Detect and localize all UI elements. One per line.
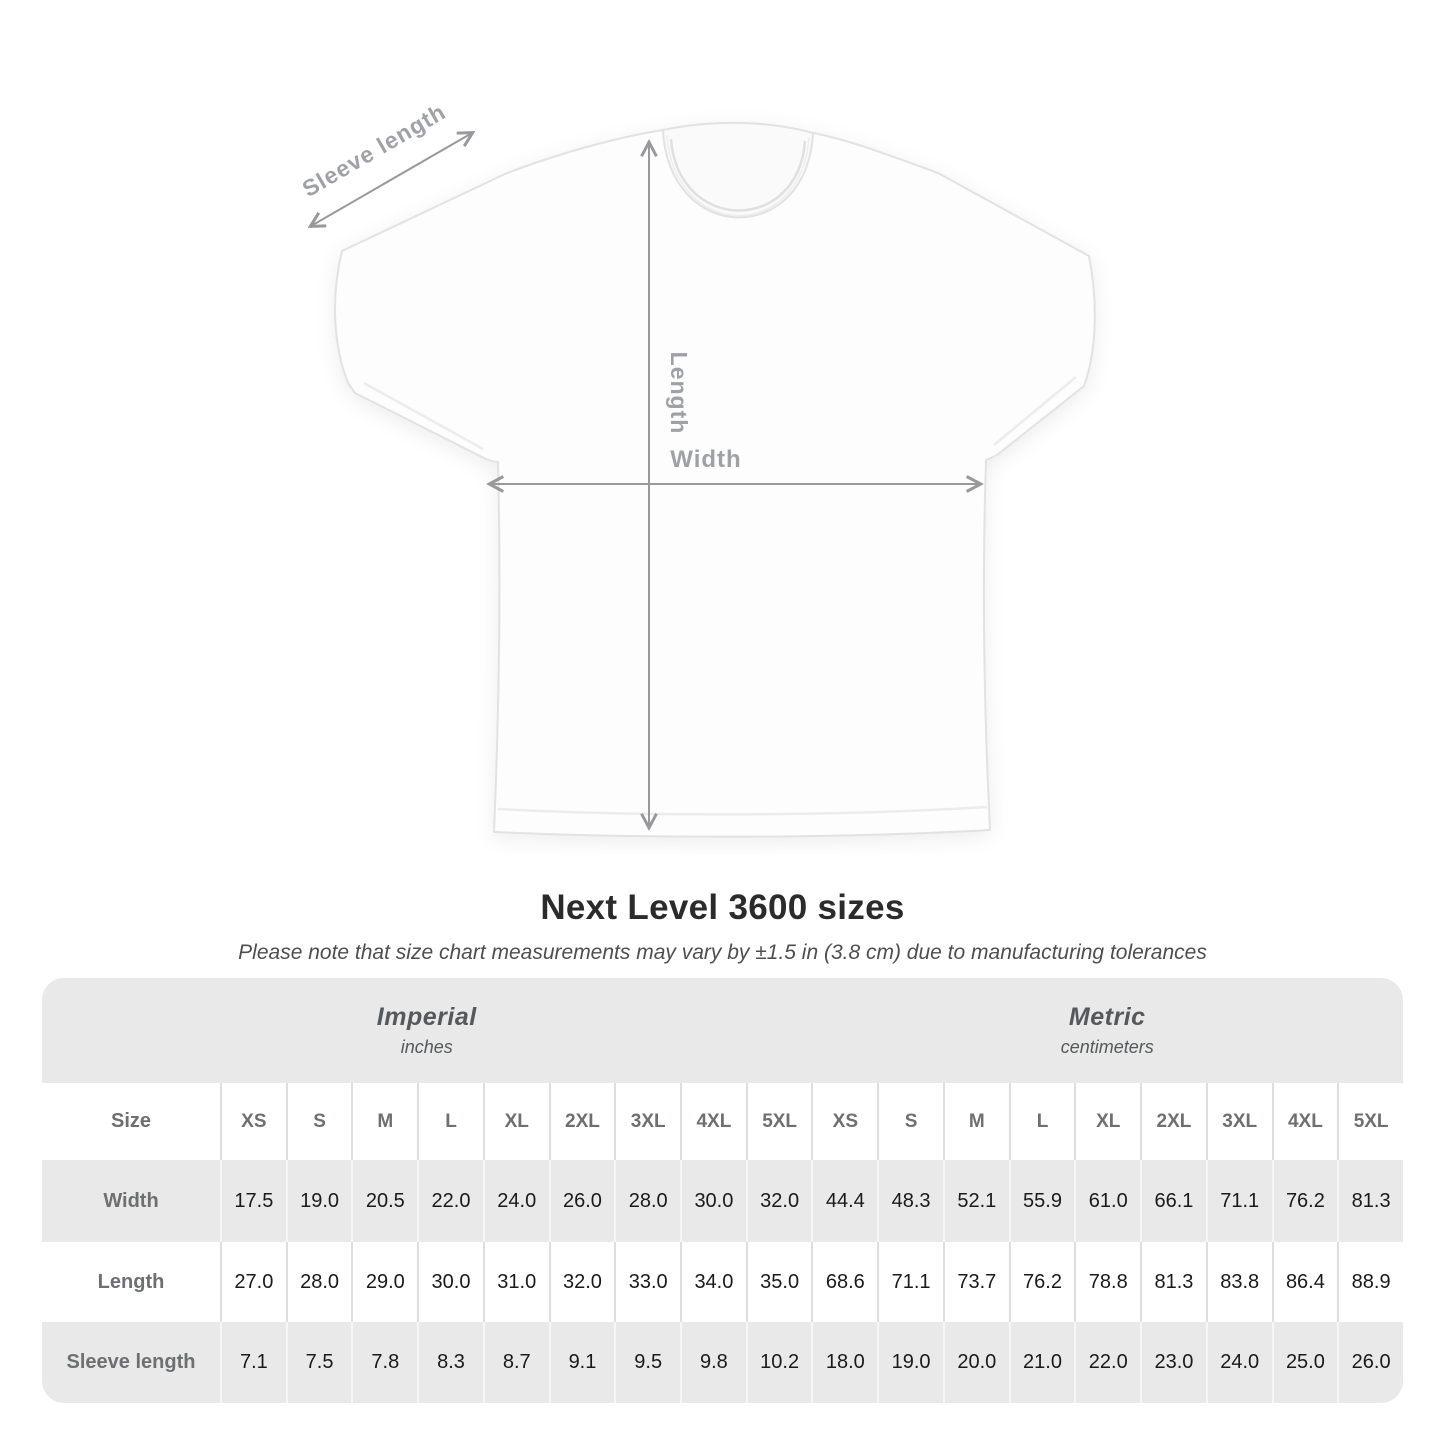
size-col-header: L — [1009, 1083, 1075, 1160]
table-cell: 9.8 — [680, 1322, 746, 1403]
table-cell: 22.0 — [417, 1160, 483, 1242]
table-cell: 32.0 — [746, 1160, 812, 1242]
unit-group-label: Metric — [1068, 1003, 1146, 1031]
table-cell: 34.0 — [680, 1242, 746, 1322]
table-cell: 28.0 — [614, 1160, 680, 1242]
table-cell: 33.0 — [614, 1242, 680, 1322]
unit-group-metric — [811, 978, 1403, 1083]
page-title: Next Level 3600 sizes — [540, 888, 905, 927]
table-cell: 44.4 — [811, 1160, 877, 1242]
table-cell: 26.0 — [1337, 1322, 1403, 1403]
table-cell: 18.0 — [811, 1322, 877, 1403]
table-cell: 9.5 — [614, 1322, 680, 1403]
size-col-header: 3XL — [614, 1083, 680, 1160]
table-cell: 78.8 — [1074, 1242, 1140, 1322]
table-cell: 22.0 — [1074, 1322, 1140, 1403]
table-cell: 23.0 — [1140, 1322, 1206, 1403]
size-table — [42, 978, 1403, 1403]
table-cell: 30.0 — [680, 1160, 746, 1242]
table-cell: 76.2 — [1272, 1160, 1338, 1242]
page-subtitle: Please note that size chart measurements may vary by ±1.5 in (3.8 cm) due to manufacturing tolerances — [238, 941, 1207, 964]
size-col-header: 2XL — [1140, 1083, 1206, 1160]
table-cell: 71.1 — [877, 1242, 943, 1322]
table-cell: 32.0 — [549, 1242, 615, 1322]
table-cell: 71.1 — [1206, 1160, 1272, 1242]
table-cell: 68.6 — [811, 1242, 877, 1322]
table-cell: 86.4 — [1272, 1242, 1338, 1322]
table-cell: 35.0 — [746, 1242, 812, 1322]
size-col-header: S — [286, 1083, 352, 1160]
row-label: Length — [97, 1270, 165, 1293]
table-cell: 81.3 — [1337, 1160, 1403, 1242]
table-cell: 28.0 — [286, 1242, 352, 1322]
table-cell: 26.0 — [549, 1160, 615, 1242]
size-col-header: M — [943, 1083, 1009, 1160]
table-cell: 10.2 — [746, 1322, 812, 1403]
table-cell: 7.1 — [220, 1322, 286, 1403]
table-cell: 88.9 — [1337, 1242, 1403, 1322]
table-cell: 31.0 — [483, 1242, 549, 1322]
table-cell: 19.0 — [877, 1322, 943, 1403]
size-col-header: M — [351, 1083, 417, 1160]
table-cell: 30.0 — [417, 1242, 483, 1322]
size-col-header: S — [877, 1083, 943, 1160]
table-cell: 8.3 — [417, 1322, 483, 1403]
table-cell: 83.8 — [1206, 1242, 1272, 1322]
table-cell: 17.5 — [220, 1160, 286, 1242]
size-col-header: 5XL — [746, 1083, 812, 1160]
table-cell: 29.0 — [351, 1242, 417, 1322]
table-cell: 24.0 — [1206, 1322, 1272, 1403]
table-cell: 61.0 — [1074, 1160, 1140, 1242]
table-cell: 24.0 — [483, 1160, 549, 1242]
size-col-header: 5XL — [1337, 1083, 1403, 1160]
sleeve-length-label: Sleeve length — [297, 98, 451, 202]
unit-group-sublabel: inches — [400, 1037, 453, 1057]
table-cell: 81.3 — [1140, 1242, 1206, 1322]
size-col-header: 2XL — [549, 1083, 615, 1160]
table-cell: 55.9 — [1009, 1160, 1075, 1242]
table-cell: 66.1 — [1140, 1160, 1206, 1242]
table-cell: 20.5 — [351, 1160, 417, 1242]
table-cell: 8.7 — [483, 1322, 549, 1403]
size-col-header: XL — [1074, 1083, 1140, 1160]
size-col-header: 4XL — [680, 1083, 746, 1160]
size-col-header: XL — [483, 1083, 549, 1160]
row-label: Width — [42, 1160, 220, 1242]
row-label: Sleeve length — [42, 1322, 220, 1403]
table-cell: 19.0 — [286, 1160, 352, 1242]
width-label: Width — [670, 446, 742, 473]
size-col-header: 4XL — [1272, 1083, 1338, 1160]
size-col-header: XS — [811, 1083, 877, 1160]
unit-group-imperial — [42, 978, 811, 1083]
table-cell: 48.3 — [877, 1160, 943, 1242]
table-cell: 73.7 — [943, 1242, 1009, 1322]
unit-group-sublabel: centimeters — [1060, 1037, 1154, 1057]
table-cell: 21.0 — [1009, 1322, 1075, 1403]
table-cell: 9.1 — [549, 1322, 615, 1403]
table-cell: 76.2 — [1009, 1242, 1075, 1322]
size-col-header: 3XL — [1206, 1083, 1272, 1160]
table-cell: 7.5 — [286, 1322, 352, 1403]
table-cell: 27.0 — [220, 1242, 286, 1322]
size-col-header: XS — [220, 1083, 286, 1160]
unit-group-label: Imperial — [376, 1003, 477, 1031]
tshirt-diagram — [290, 95, 1110, 855]
tshirt-graphic — [335, 123, 1095, 837]
table-cell: 7.8 — [351, 1322, 417, 1403]
table-cell: 20.0 — [943, 1322, 1009, 1403]
size-col-header: L — [417, 1083, 483, 1160]
table-cell: 25.0 — [1272, 1322, 1338, 1403]
length-label: Length — [666, 351, 692, 435]
table-cell: 52.1 — [943, 1160, 1009, 1242]
size-row-label: Size — [110, 1110, 152, 1132]
